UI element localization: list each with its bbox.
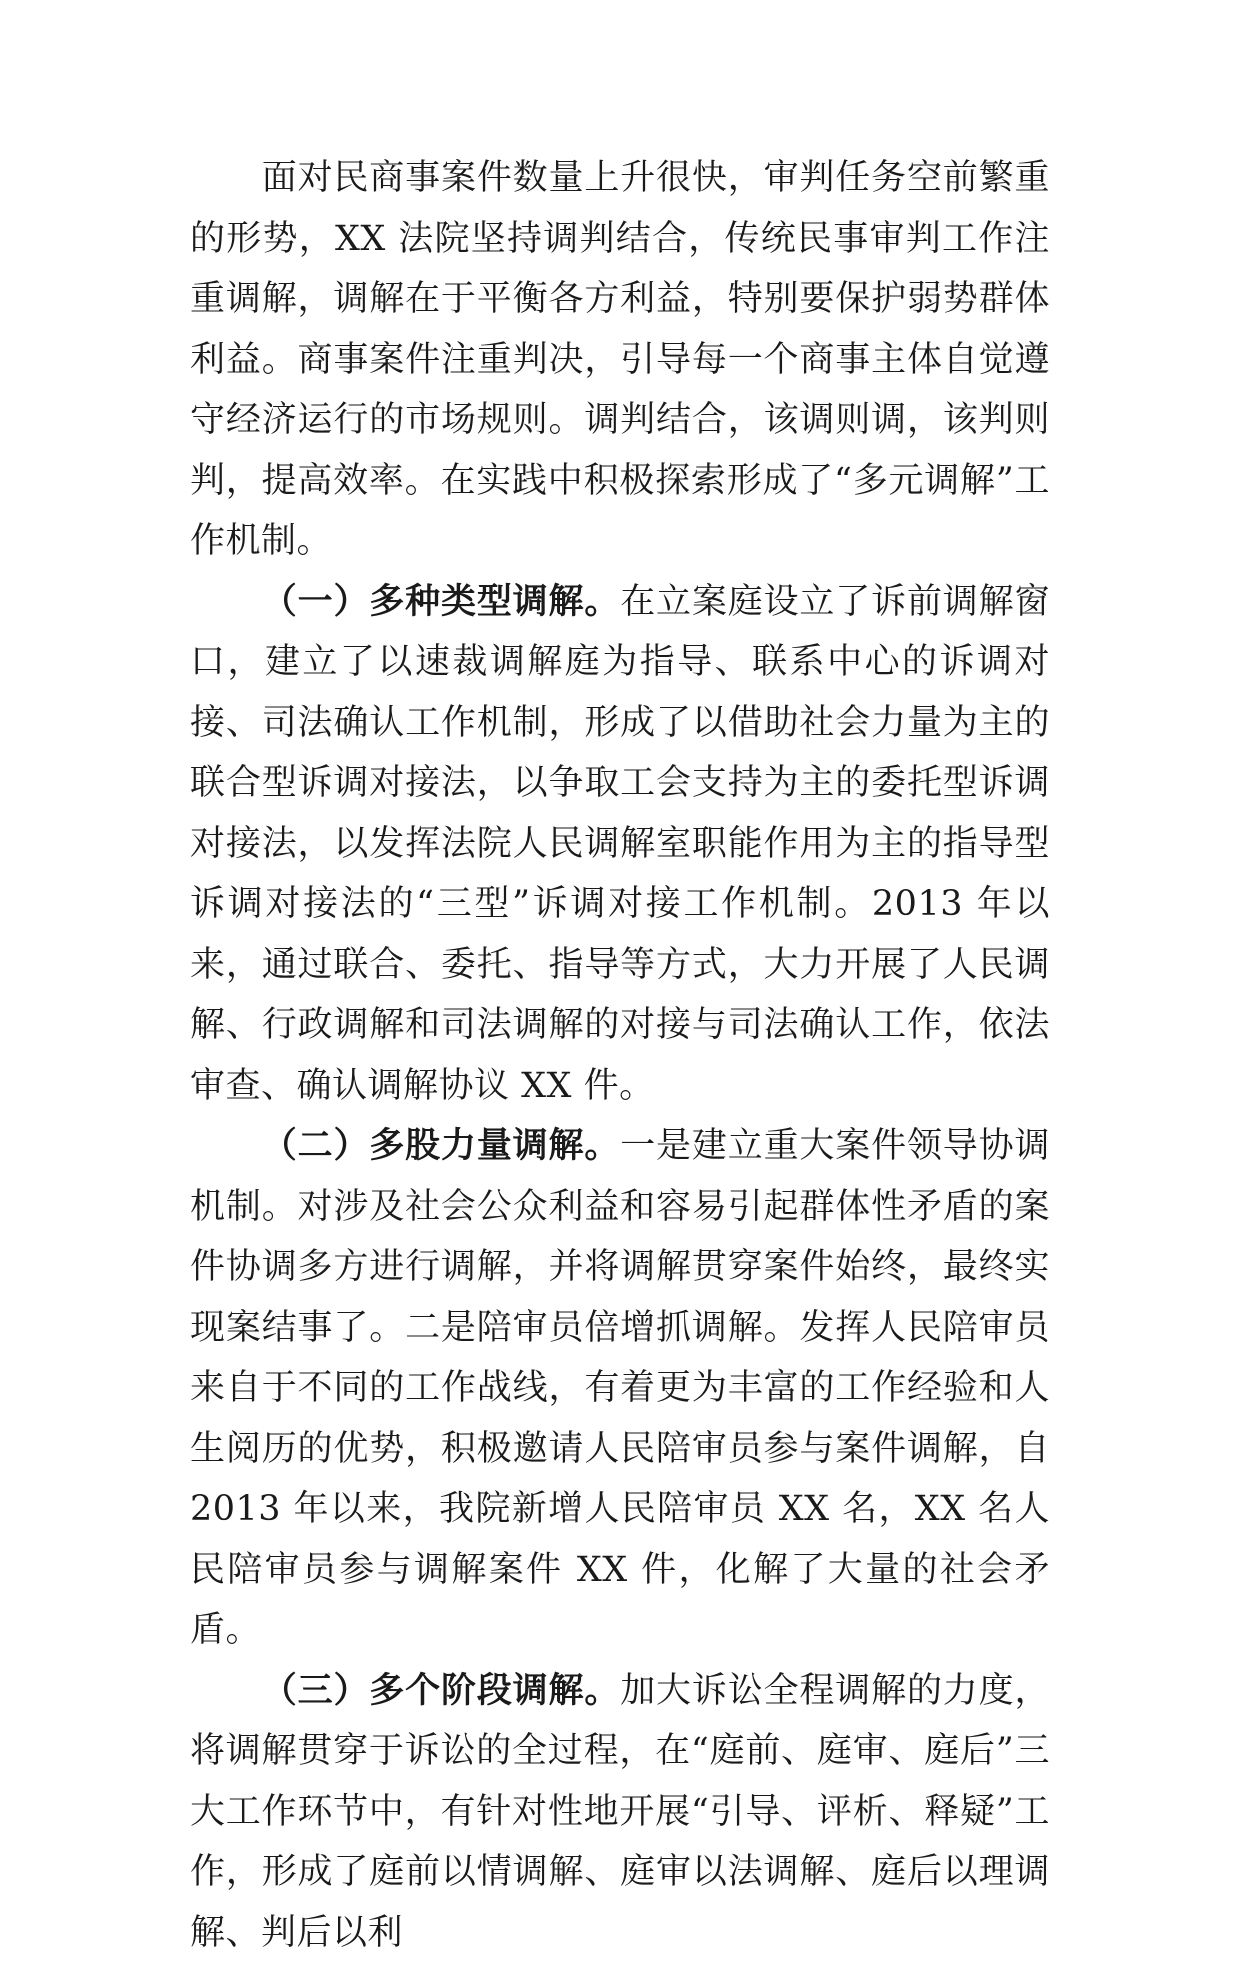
paragraph-section-2: [190, 1116, 1050, 1661]
document-page: [190, 148, 1050, 1963]
paragraph-body: 一是建立重大案件领导协调机制。对涉及社会公众利益和容易引起群体性矛盾的案件协调多方进行调解，并将调解贯穿案件始终，最终实现案结事了。二是陪审员倍增抓调解。发挥人民陪审员来自于不同的工作战线，有着更为丰富的工作经验和人生阅历的优势，积极邀请人民陪审员参与案件调解，自 2013 年以来，我院新增人民陪审员 XX 名，XX 名人民陪审员参与调解案件 XX 件，化解了大量的社会矛盾。: [190, 1126, 1050, 1650]
paragraph-body: 加大诉讼全程调解的力度，将调解贯穿于诉讼的全过程，在“庭前、庭审、庭后”三大工作环节中，有针对性地开展“引导、评析、释疑”工作，形成了庭前以情调解、庭审以法调解、庭后以理调解、判后以利: [190, 1671, 1050, 1953]
paragraph-section-1: [190, 572, 1050, 1117]
section-heading: （三）多个阶段调解。: [262, 1670, 620, 1711]
section-heading: （一）多种类型调解。: [262, 581, 620, 622]
paragraph-body: 面对民商事案件数量上升很快，审判任务空前繁重的形势，XX 法院坚持调判结合，传统民事审判工作注重调解，调解在于平衡各方利益，特别要保护弱势群体利益。商事案件注重判决，引导每一个商事主体自觉遵守经济运行的市场规则。调判结合，该调则调，该判则判，提高效率。在实践中积极探索形成了“多元调解”工作机制。: [190, 158, 1050, 561]
section-heading: （二）多股力量调解。: [262, 1125, 620, 1166]
paragraph-intro: [190, 148, 1050, 572]
paragraph-section-3: [190, 1661, 1050, 1963]
paragraph-body: 在立案庭设立了诉前调解窗口，建立了以速裁调解庭为指导、联系中心的诉调对接、司法确认工作机制，形成了以借助社会力量为主的联合型诉调对接法，以争取工会支持为主的委托型诉调对接法，以发挥法院人民调解室职能作用为主的指导型诉调对接法的“三型”诉调对接工作机制。2013 年以来，通过联合、委托、指导等方式，大力开展了人民调解、行政调解和司法调解的对接与司法确认工作，依法审查、确认调解协议 XX 件。: [190, 582, 1050, 1106]
